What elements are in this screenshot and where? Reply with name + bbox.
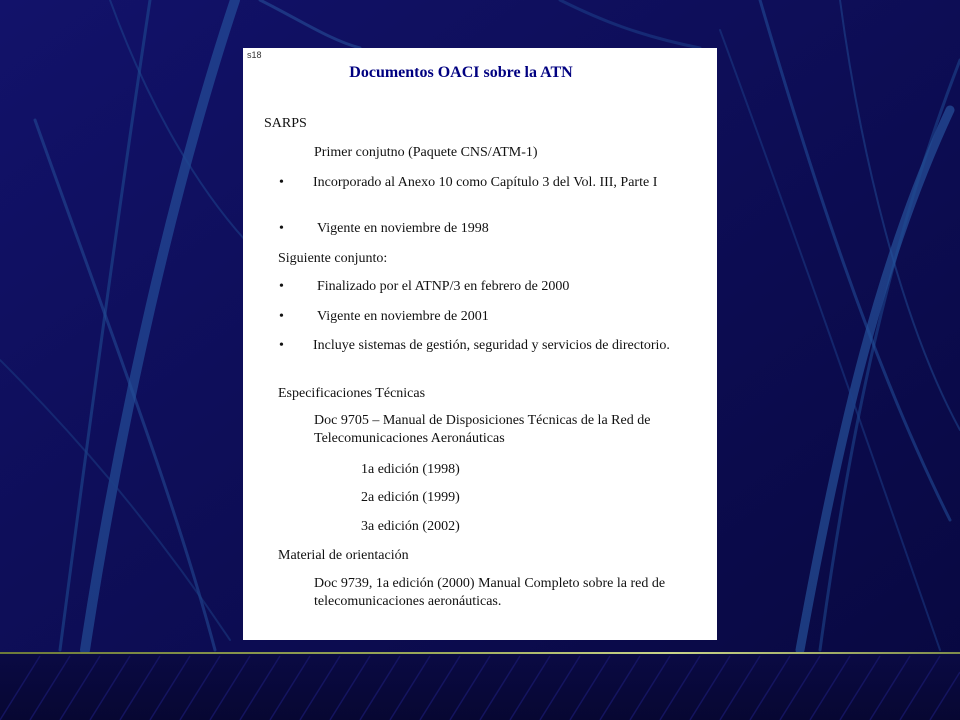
text-line: Doc 9705 – Manual de Disposiciones Técnicas de la Red de Telecomunicaciones Aeronáuticas [314, 413, 651, 446]
slide-number: s18 [247, 50, 262, 60]
section-heading-guidance: Material de orientación [278, 548, 409, 563]
section-heading-specs: Especificaciones Técnicas [278, 386, 426, 401]
band-stripes [0, 652, 960, 720]
section-heading-sarps: SARPS [264, 116, 307, 131]
document-page [243, 48, 717, 640]
bullet-icon: • [279, 279, 284, 294]
text-line: Doc 9739, 1a edición (2000) Manual Completo sobre la red de telecomunicaciones aeronáuticas. [314, 576, 666, 609]
bullet-icon: • [279, 309, 284, 324]
bullet-icon: • [279, 175, 284, 190]
section-heading-next-set: Siguiente conjunto: [278, 251, 388, 266]
edition-item: 2a edición (1999) [361, 490, 460, 505]
list-item: Finalizado por el ATNP/3 en febrero de 2000 [317, 279, 570, 294]
bottom-band [0, 652, 960, 720]
bullet-icon: • [279, 338, 284, 353]
page-title: Documentos OACI sobre la ATN [349, 64, 573, 81]
list-item: Incorporado al Anexo 10 como Capítulo 3 del Vol. III, Parte I [313, 175, 658, 190]
edition-item: 1a edición (1998) [361, 462, 460, 477]
text-line: Primer conjutno (Paquete CNS/ATM-1) [314, 145, 538, 160]
list-item: Vigente en noviembre de 1998 [317, 221, 489, 236]
edition-item: 3a edición (2002) [361, 519, 460, 534]
bullet-icon: • [279, 221, 284, 236]
list-item: Incluye sistemas de gestión, seguridad y servicios de directorio. [313, 338, 670, 353]
list-item: Vigente en noviembre de 2001 [317, 309, 489, 324]
